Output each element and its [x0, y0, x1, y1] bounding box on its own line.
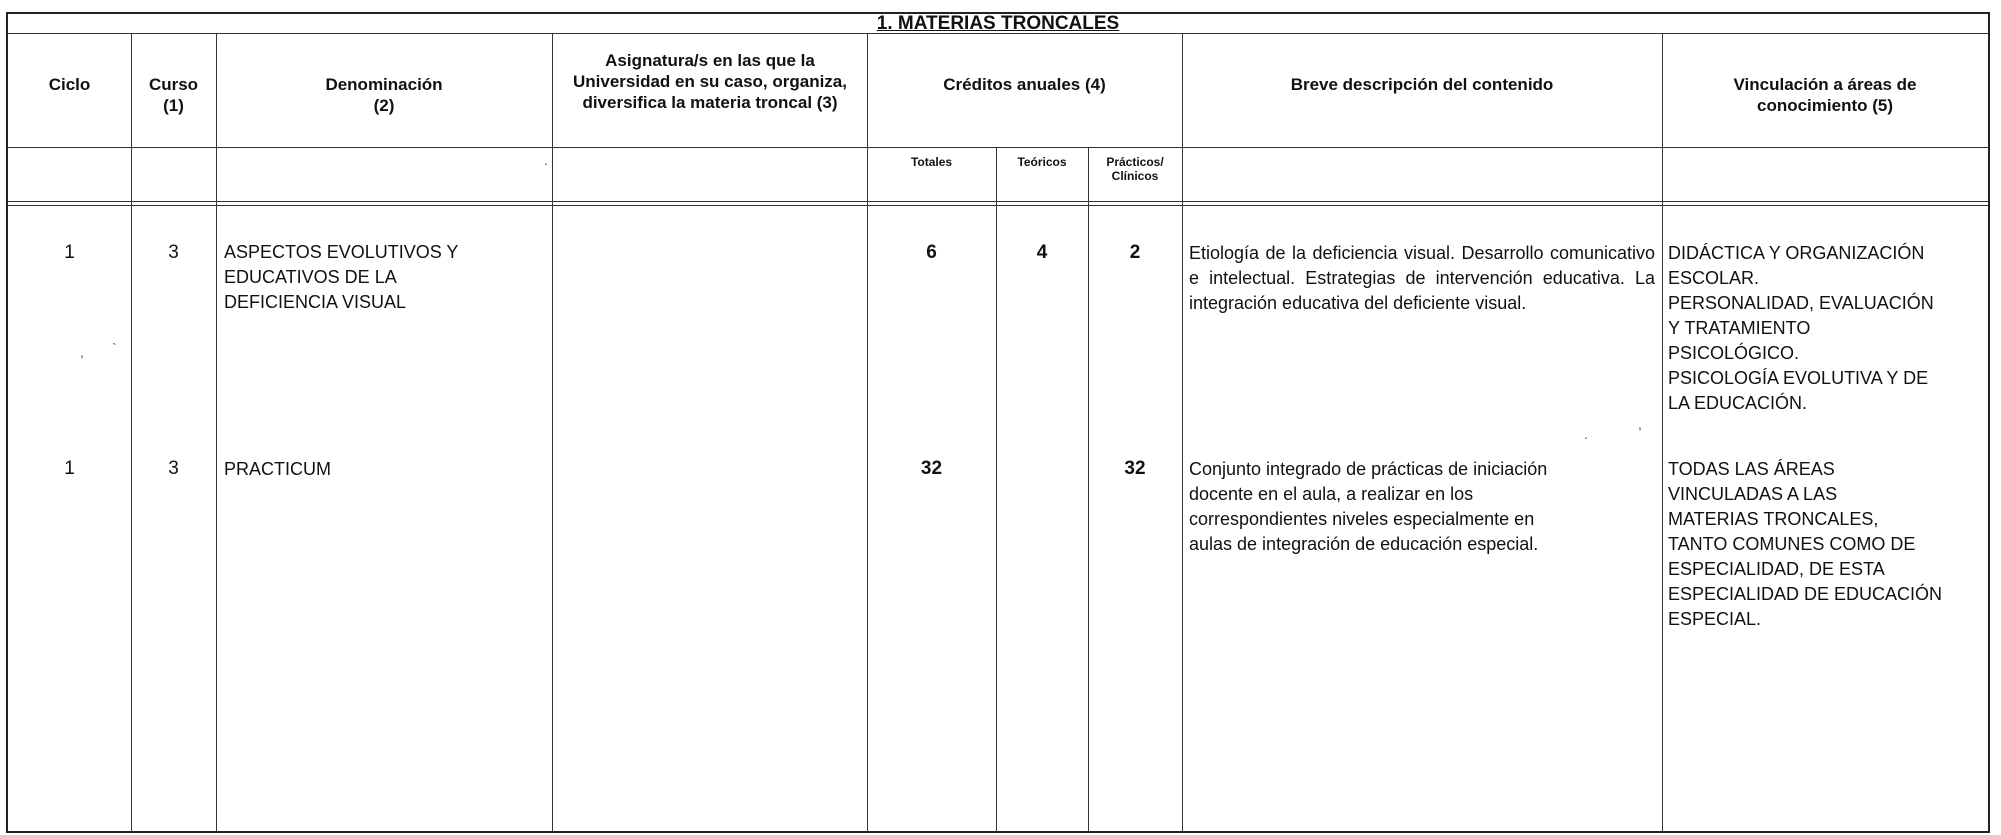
subheader-practicos: Prácticos/ Clínicos — [1106, 155, 1164, 183]
body-rule — [8, 205, 1988, 206]
header-vinculacion: Vinculación a áreas de conocimiento (5) — [1733, 75, 1917, 115]
scan-speck: ` — [112, 340, 117, 356]
row1-descripcion: Etiología de la deficiencia visual. Desarrollo comunicativo e intelectual. Estrategias de intervención educativa. La integración educativa del deficiente visual. — [1189, 243, 1655, 313]
subheader-totales: Totales — [910, 155, 953, 169]
col-rule-2 — [216, 33, 217, 831]
subheader-rule — [8, 201, 1988, 202]
col-rule-7 — [1182, 33, 1183, 831]
header-curso: Curso (1) — [148, 75, 199, 115]
row1-denominacion: ASPECTOS EVOLUTIVOS Y EDUCATIVOS DE LA DEFICIENCIA VISUAL — [224, 242, 459, 312]
troncales-table — [6, 12, 1990, 833]
header-creditos: Créditos anuales (4) — [943, 75, 1106, 94]
row1-practicos: 2 — [1129, 242, 1141, 263]
header-asignaturas: Asignatura/s en las que la Universidad en su caso, organiza, diversifica la materia troncal (3) — [573, 51, 847, 112]
scan-speck: , — [80, 344, 84, 360]
header-ciclo: Ciclo — [48, 75, 91, 94]
scan-speck: , — [1638, 416, 1642, 432]
scan-speck: . — [1584, 426, 1588, 442]
row2-curso: 3 — [168, 458, 179, 479]
row1-teoricos: 4 — [1036, 242, 1048, 263]
header-denominacion: Denominación (2) — [325, 75, 443, 115]
header-mark: . — [544, 152, 548, 168]
subheader-teoricos: Teóricos — [1017, 155, 1067, 169]
row2-practicos: 32 — [1124, 458, 1146, 479]
section-title: 1. MATERIAS TRONCALES — [876, 13, 1120, 34]
row2-denominacion: PRACTICUM — [224, 459, 331, 479]
header-descripcion: Breve descripción del contenido — [1290, 75, 1554, 94]
col-rule-4 — [867, 33, 868, 831]
row2-ciclo: 1 — [64, 458, 75, 479]
row2-totales: 32 — [920, 458, 943, 479]
row1-vinculacion: DIDÁCTICA Y ORGANIZACIÓN ESCOLAR. PERSONALIDAD, EVALUACIÓN Y TRATAMIENTO PSICOLÓGICO. PSICOLOGÍA EVOLUTIVA Y DE LA EDUCACIÓN. — [1668, 243, 1934, 413]
col-rule-3 — [552, 33, 553, 831]
row2-vinculacion: TODAS LAS ÁREAS VINCULADAS A LAS MATERIAS TRONCALES, TANTO COMUNES COMO DE ESPECIALIDAD, DE ESTA ESPECIALIDAD DE EDUCACIÓN ESPECIAL. — [1668, 459, 1943, 629]
row1-curso: 3 — [168, 242, 179, 263]
header-rule — [8, 147, 1988, 148]
col-rule-8 — [1662, 33, 1663, 831]
col-rule-1 — [131, 33, 132, 831]
row1-ciclo: 1 — [64, 242, 75, 263]
row1-totales: 6 — [926, 242, 937, 263]
row2-descripcion: Conjunto integrado de prácticas de iniciación docente en el aula, a realizar en los correspondientes niveles especialmente en aulas de integración de educación especial. — [1189, 459, 1548, 554]
